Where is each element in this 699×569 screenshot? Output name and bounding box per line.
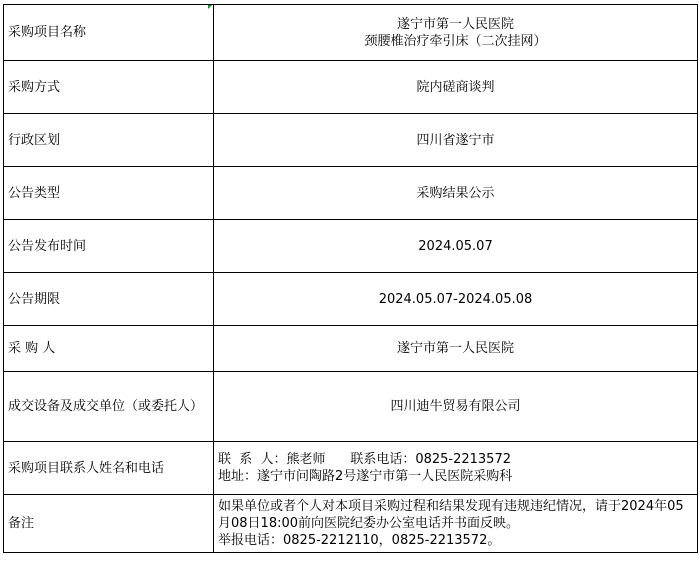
row-label-procurement-method: 采购方式 <box>4 61 214 114</box>
row-label-purchaser: 采 购 人 <box>4 326 214 372</box>
row-label-region: 行政区划 <box>4 114 214 167</box>
row-value-winning-supplier: 四川迪牛贸易有限公司 <box>214 372 698 442</box>
row-value-publish-time: 2024.05.07 <box>214 220 698 273</box>
project-name-line-2: 颈腰椎治疗牵引床（二次挂网） <box>364 33 547 49</box>
table-row <box>4 273 698 326</box>
contact-line-1: 联 系 人：熊老师 联系电话：0825-2213572 <box>218 452 511 467</box>
row-label-contact: 采购项目联系人姓名和电话 <box>4 442 214 495</box>
row-label-notice-type: 公告类型 <box>4 167 214 220</box>
project-name-line-1: 遂宁市第一人民医院 <box>396 16 514 32</box>
table-row <box>4 220 698 273</box>
remarks-report-phone: 举报电话：0825-2212110，0825-2213572。 <box>218 533 501 548</box>
table-row <box>4 442 698 495</box>
row-value-remarks <box>214 495 698 553</box>
row-label-winning-supplier: 成交设备及成交单位（或委托人） <box>4 372 214 442</box>
row-label-remarks: 备注 <box>4 495 214 553</box>
row-value-notice-period: 2024.05.07-2024.05.08 <box>214 273 698 326</box>
row-value-region: 四川省遂宁市 <box>214 114 698 167</box>
table-row <box>4 114 698 167</box>
row-value-procurement-method: 院内磋商谈判 <box>214 61 698 114</box>
row-value-project-name <box>214 5 698 61</box>
row-value-contact <box>214 442 698 495</box>
table-row <box>4 495 698 553</box>
row-value-notice-type: 采购结果公示 <box>214 167 698 220</box>
row-value-purchaser: 遂宁市第一人民医院 <box>214 326 698 372</box>
contact-line-2: 地址：遂宁市问陶路2号遂宁市第一人民医院采购科 <box>218 469 513 484</box>
table-row <box>4 372 698 442</box>
table-row <box>4 5 698 61</box>
row-label-project-name: 采购项目名称 <box>4 5 214 61</box>
remarks-paragraph: 如果单位或者个人对本项目采购过程和结果发现有违规违纪情况，请于2024年05月08日18:00前向医院纪委办公室电话并书面反映。 <box>218 499 684 531</box>
row-label-notice-period: 公告期限 <box>4 273 214 326</box>
table-row <box>4 167 698 220</box>
table-row <box>4 326 698 372</box>
row-label-publish-time: 公告发布时间 <box>4 220 214 273</box>
announcement-table <box>3 4 698 553</box>
table-row <box>4 61 698 114</box>
